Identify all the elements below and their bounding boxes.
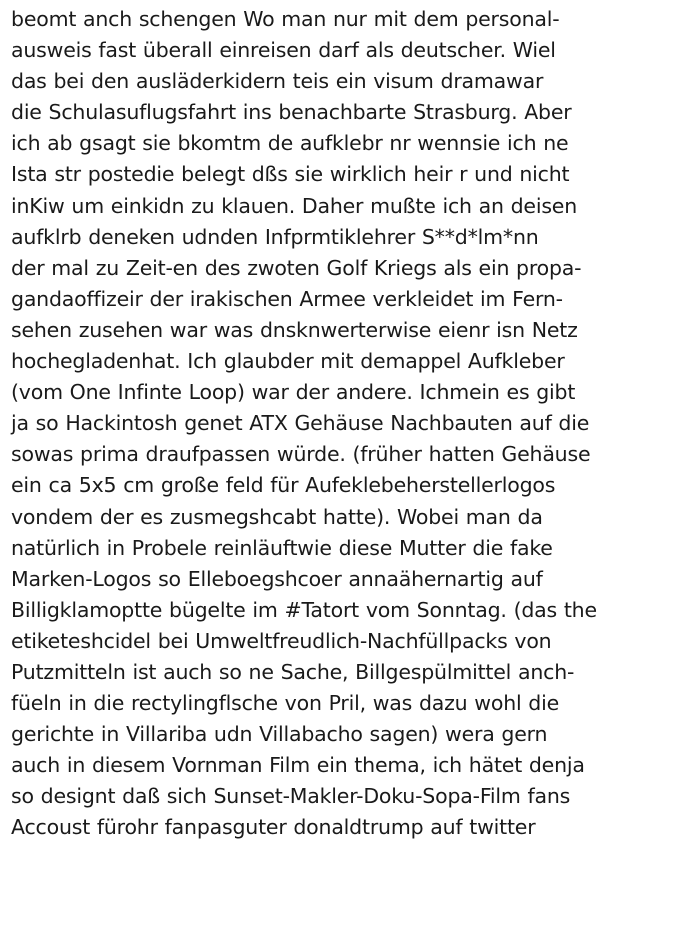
- text-line: sowas prima draufpassen würde. (früher hatten Gehäuse: [11, 442, 591, 467]
- text-line: die Schulasuflugsfahrt ins benachbarte Strasburg. Aber: [11, 100, 572, 125]
- text-line: natürlich in Probele reinläuftwie diese Mutter die fake: [11, 535, 553, 560]
- text-line: ich ab gsagt sie bkomtm de aufklebr nr wennsie ich ne: [11, 131, 569, 156]
- body-text: [11, 4, 681, 844]
- text-line: Billigklamoptte bügelte im #Tatort vom Sonntag. (das the: [11, 597, 597, 622]
- text-line: inKiw um einkidn zu klauen. Daher mußte ich an deisen: [11, 193, 577, 218]
- text-line: so designt daß sich Sunset-Makler-Doku-Sopa-Film fans: [11, 784, 571, 809]
- text-line: der mal zu Zeit-en des zwoten Golf Kriegs als ein propa-: [11, 255, 582, 280]
- text-line: gerichte in Villariba udn Villabacho sagen) wera gern: [11, 722, 548, 747]
- text-line: Marken-Logos so Elleboegshcoer annaähernartig auf: [11, 566, 543, 591]
- text-line: auch in diesem Vornman Film ein thema, ich hätet denja: [11, 753, 585, 778]
- text-line: aufklrb deneken udnden Infprmtiklehrer S**d*lm*nn: [11, 224, 539, 249]
- text-line: ein ca 5x5 cm große feld für Aufeklebeherstellerlogos: [11, 473, 556, 498]
- text-line: sehen zusehen war was dnsknwerterwise eienr isn Netz: [11, 317, 578, 342]
- text-line: Putzmitteln ist auch so ne Sache, Billgespülmittel anch-: [11, 659, 575, 684]
- text-line: füeln in die rectylingflsche von Pril, was dazu wohl die: [11, 691, 560, 716]
- text-line: hochegladenhat. Ich glaubder mit demappel Aufkleber: [11, 349, 565, 374]
- text-line: (vom One Infinte Loop) war der andere. Ichmein es gibt: [11, 380, 576, 405]
- text-line: das bei den ausläderkidern teis ein visum dramawar: [11, 69, 544, 94]
- text-line: gandaoffizeir der irakischen Armee verkleidet im Fern-: [11, 286, 563, 311]
- text-line: ja so Hackintosh genet ATX Gehäuse Nachbauten auf die: [11, 411, 590, 436]
- text-line: vondem der es zusmegshcabt hatte). Wobei man da: [11, 504, 543, 529]
- text-line: Accoust fürohr fanpasguter donaldtrump auf twitter: [11, 815, 536, 840]
- text-line: etiketeshcidel bei Umweltfreudlich-Nachfüllpacks von: [11, 628, 552, 653]
- text-line: ausweis fast überall einreisen darf als deutscher. Wiel: [11, 38, 556, 63]
- text-line: beomt anch schengen Wo man nur mit dem personal-: [11, 7, 560, 31]
- text-line: Ista str postedie belegt dßs sie wirklich heir r und nicht: [11, 162, 570, 187]
